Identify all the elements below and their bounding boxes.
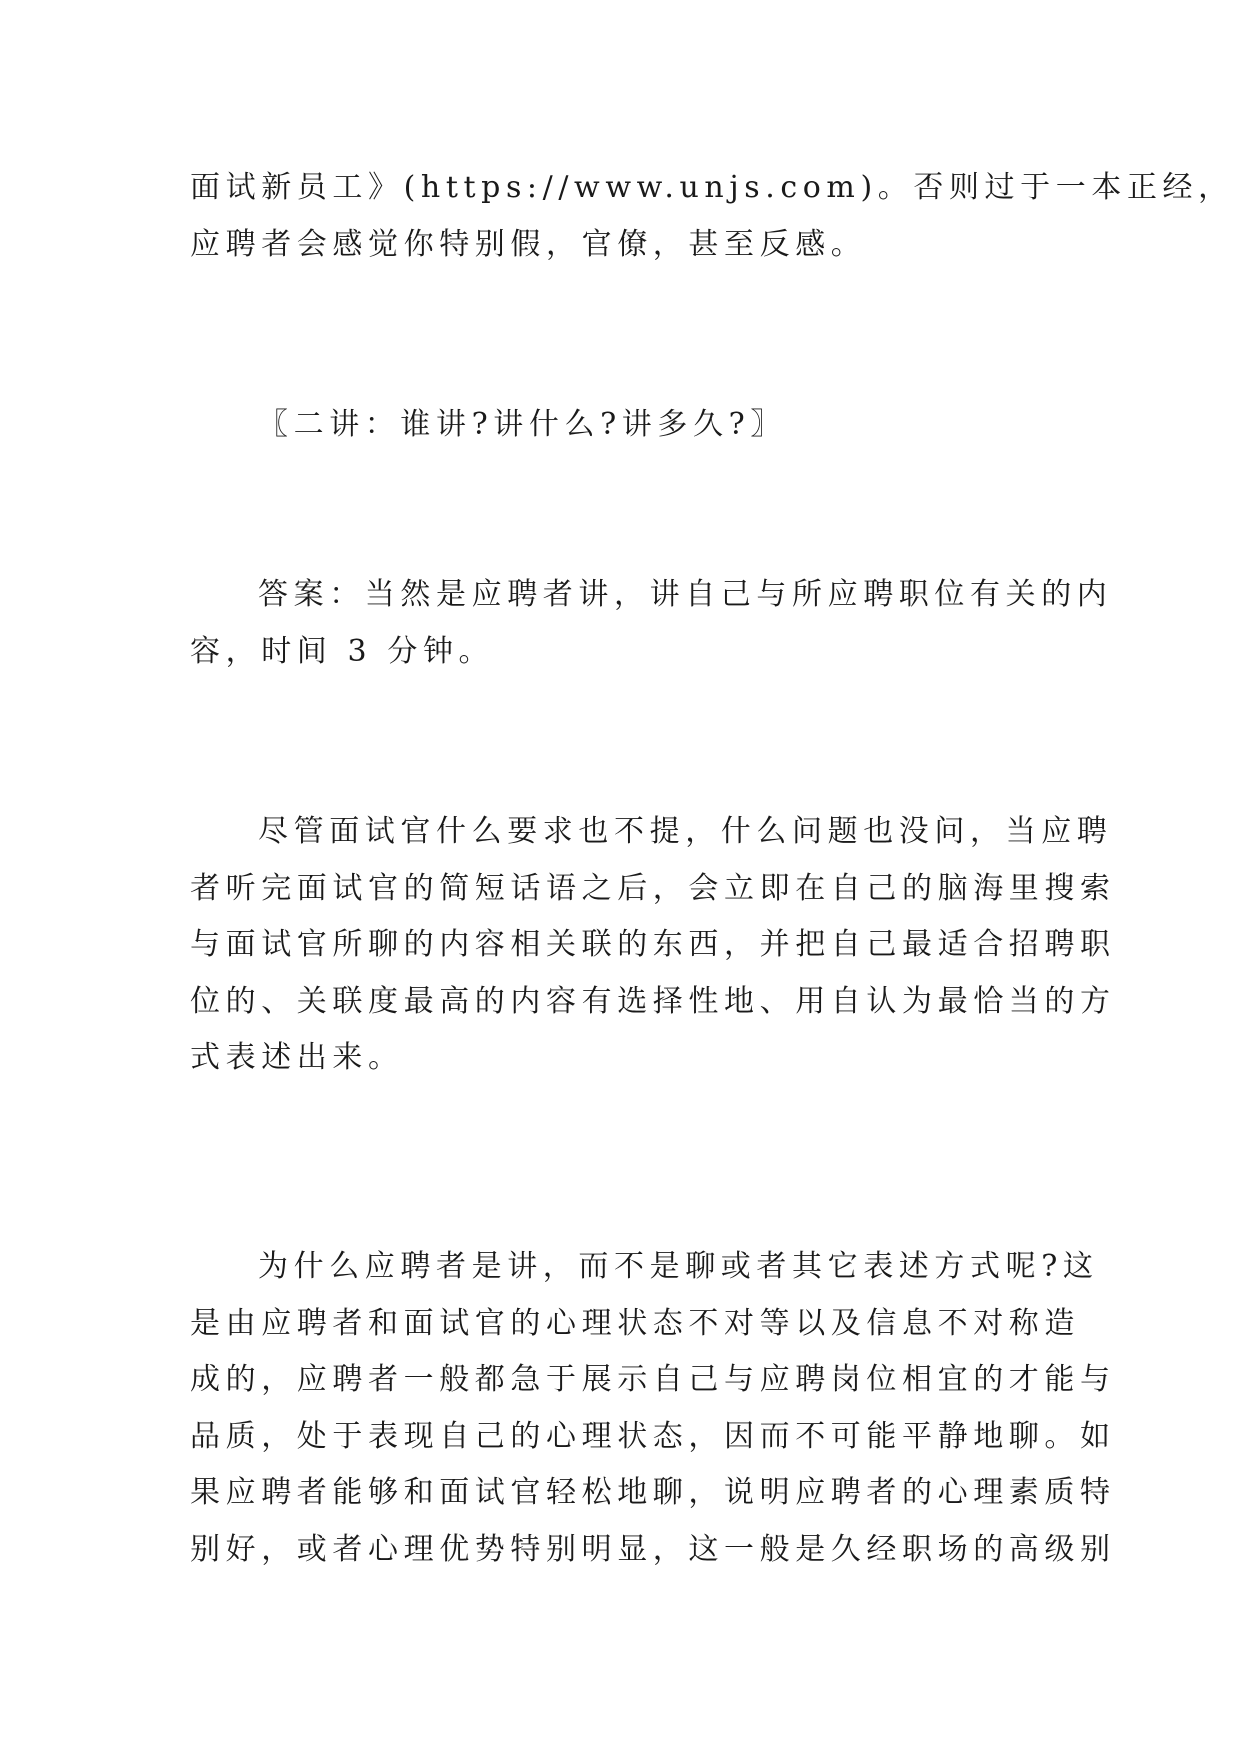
- answer-paragraph: [190, 567, 1113, 680]
- text-line: 答案：当然是应聘者讲，讲自己与所应聘职位有关的内: [258, 577, 1113, 612]
- text-line: 位的、关联度最高的内容有选择性地、用自认为最恰当的方: [190, 983, 1116, 1019]
- section-heading: [190, 397, 1060, 454]
- text-line: 式表述出来。: [190, 1040, 404, 1075]
- text-line: 品质，处于表现自己的心理状态，因而不可能平静地聊。如: [190, 1418, 1116, 1454]
- text-line: 果应聘者能够和面试官轻松地聊，说明应聘者的心理素质特: [190, 1475, 1116, 1510]
- section-heading-text: 〖二讲：谁讲?讲什么?讲多久?〗: [258, 407, 786, 442]
- text-line: 与面试官所聊的内容相关联的东西，并把自己最适合招聘职: [190, 927, 1116, 962]
- body-paragraph-1: [190, 804, 1116, 1087]
- text-line: 为什么应聘者是讲，而不是聊或者其它表述方式呢?这: [258, 1249, 1099, 1284]
- continuation-paragraph: [190, 160, 1234, 273]
- text-line: 成的，应聘者一般都急于展示自己与应聘岗位相宜的才能与: [190, 1362, 1116, 1397]
- text-line: 别好，或者心理优势特别明显，这一般是久经职场的高级别: [190, 1531, 1116, 1567]
- body-paragraph-2: [190, 1239, 1116, 1578]
- text-line: 者听完面试官的简短话语之后，会立即在自己的脑海里搜索: [190, 870, 1116, 906]
- text-line: 应聘者会感觉你特别假，官僚，甚至反感。: [190, 226, 867, 262]
- text-line: 尽管面试官什么要求也不提，什么问题也没问，当应聘: [258, 814, 1113, 849]
- text-line: 容，时间 3 分钟。: [190, 633, 495, 669]
- text-line: 是由应聘者和面试官的心理状态不对等以及信息不对称造: [190, 1305, 1080, 1341]
- text-line: 面试新员工》(https://www.unjs.com)。否则过于一本正经，: [190, 170, 1234, 205]
